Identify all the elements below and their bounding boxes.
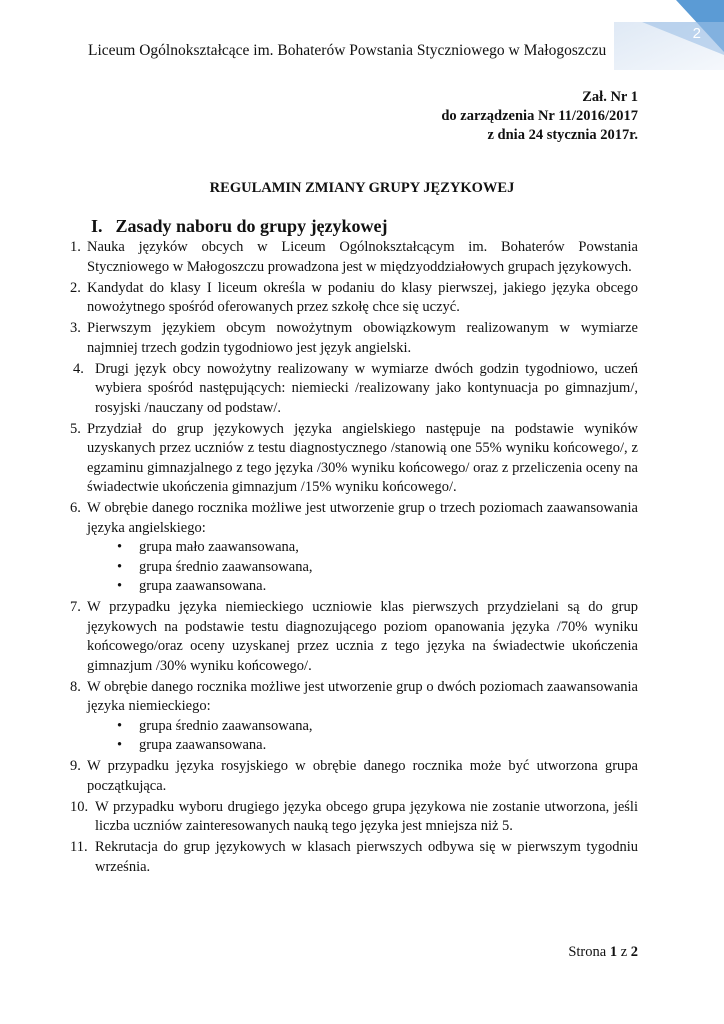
rules-list <box>70 238 638 879</box>
sub-list-item <box>87 558 638 578</box>
rule-item <box>70 678 638 756</box>
section-heading-text: Zasady naboru do grupy językowej <box>115 216 388 236</box>
rule-number: 3. <box>70 320 81 336</box>
rule-number: 11. <box>70 839 88 855</box>
rule-item <box>70 319 638 358</box>
footer-current-page: 1 <box>609 944 618 960</box>
section-numeral: I. <box>91 216 103 236</box>
rule-number: 8. <box>70 678 81 695</box>
footer-total-pages: 2 <box>630 944 638 960</box>
annex-block <box>441 88 638 145</box>
bullet-icon: • <box>117 717 123 734</box>
document-title: REGULAMIN ZMIANY GRUPY JĘZYKOWEJ <box>209 180 515 196</box>
rule-text: W przypadku języka niemieckiego uczniowie klas pierwszych przydzielani są do grup językowych na podstawie testu diagnozującego poziom opanowania języka /70% wyniku końcowego/oraz oceny uzyskanej przez ucznia z tego języka na świadectwie ukończenia gimnazjum /30% wyniku końcowego/. <box>87 599 638 674</box>
rule-number: 10. <box>70 798 89 815</box>
sub-list <box>87 538 638 597</box>
rule-text: W obrębie danego rocznika możliwe jest utworzenie grup o dwóch poziomach zaawansowania języka niemieckiego: <box>87 678 638 714</box>
rule-item <box>70 279 638 318</box>
rule-text: Nauka języków obcych w Liceum Ogólnokształcącym im. Bohaterów Powstania Styczniowego w Małogoszczu prowadzona jest w międzyoddziałowych grupach językowych. <box>87 239 638 275</box>
rule-item <box>70 757 638 796</box>
bullet-icon: • <box>117 539 123 555</box>
page-footer <box>568 944 638 961</box>
rule-item <box>70 499 638 597</box>
rule-number: 7. <box>70 599 81 615</box>
rule-item <box>70 360 638 419</box>
rule-text: Przydział do grup językowych języka angielskiego następuje na podstawie wyników uzyskanych przez uczniów z testu diagnostycznego /stanowią one 55% wyniku końcowego/, z egzaminu gimnazjalnego z tego języka /30% wyniku końcowego/ oraz z przeliczenia oceny na świadectwie ukończenia gimnazjum /15% wyniku końcowego/. <box>87 420 638 495</box>
rule-number: 6. <box>70 500 81 516</box>
page-corner-badge <box>614 0 724 70</box>
rule-text: Rekrutacja do grup językowych w klasach pierwszych odbywa się w pierwszym tygodniu września. <box>95 839 638 875</box>
rule-number: 1. <box>70 239 81 255</box>
rule-item <box>70 238 638 277</box>
bullet-icon: • <box>117 737 123 753</box>
rule-number: 5. <box>70 420 81 437</box>
sub-item-text: grupa zaawansowana. <box>139 578 267 594</box>
sub-item-text: grupa średnio zaawansowana, <box>139 717 313 734</box>
rule-text: W przypadku języka rosyjskiego w obrębie danego rocznika może być utworzona grupa początkująca. <box>87 758 638 794</box>
sub-item-text: grupa średnio zaawansowana, <box>139 558 313 575</box>
sub-list-item <box>87 538 638 558</box>
sub-item-text: grupa mało zaawansowana, <box>139 539 299 555</box>
section-heading <box>91 216 388 237</box>
rule-item <box>70 598 638 676</box>
rule-item <box>70 420 638 498</box>
rule-number: 2. <box>70 279 81 296</box>
annex-ordinance: do zarządzenia Nr 11/2016/2017 <box>441 108 638 124</box>
rule-text: W przypadku wyboru drugiego języka obcego grupa językowa nie zostanie utworzona, jeśli liczba uczniów zainteresowanych nauką tego języka jest mniejsza niż 5. <box>95 798 638 834</box>
sub-list-item <box>87 577 638 597</box>
footer-separator: z <box>620 944 628 960</box>
sub-list <box>87 717 638 756</box>
document-header: Liceum Ogólnokształcące im. Bohaterów Powstania Styczniowego w Małogoszczu <box>88 42 607 59</box>
sub-list-item <box>87 717 638 737</box>
bullet-icon: • <box>117 558 123 575</box>
footer-prefix: Strona <box>568 944 607 960</box>
annex-date: z dnia 24 stycznia 2017r. <box>487 127 638 143</box>
page-number: 2 <box>692 25 701 42</box>
rule-item <box>70 838 638 877</box>
sub-item-text: grupa zaawansowana. <box>139 737 267 753</box>
annex-number: Zał. Nr 1 <box>582 89 638 105</box>
rule-number: 4. <box>73 360 84 377</box>
rule-text: W obrębie danego rocznika możliwe jest utworzenie grup o trzech poziomach zaawansowania języka angielskiego: <box>87 500 638 536</box>
rule-number: 9. <box>70 758 81 774</box>
sub-list-item <box>87 736 638 756</box>
bullet-icon: • <box>117 578 123 594</box>
rule-item <box>70 798 638 837</box>
rule-text: Kandydat do klasy I liceum określa w podaniu do klasy pierwszej, jakiego języka obcego nowożytnego spośród oferowanych przez szkołę chce się uczyć. <box>87 279 638 315</box>
rule-text: Drugi język obcy nowożytny realizowany w wymiarze dwóch godzin tygodniowo, uczeń wybiera spośród następujących: niemiecki /realizowany jako kontynuacja po gimnazjum/, rosyjski /nauczany od podstaw/. <box>95 360 638 416</box>
rule-text: Pierwszym językiem obcym nowożytnym obowiązkowym realizowanym w wymiarze najmniej trzech godzin tygodniowo jest język angielski. <box>87 320 638 356</box>
